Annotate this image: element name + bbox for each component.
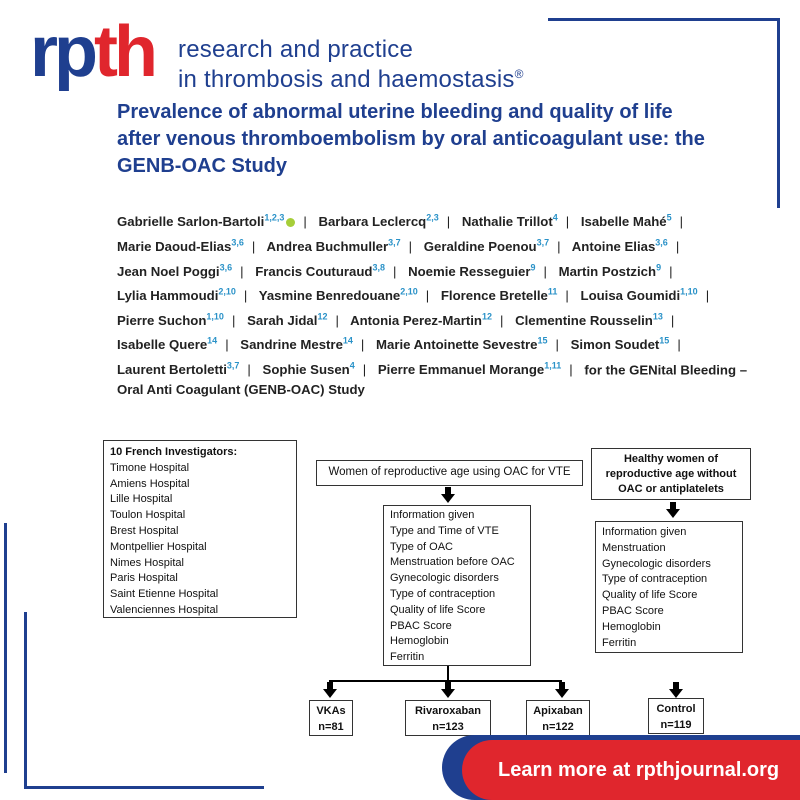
author-separator: | bbox=[362, 361, 367, 377]
author-affiliation: 15 bbox=[659, 335, 670, 346]
author-affiliation: 9 bbox=[656, 262, 662, 273]
arm-box-control bbox=[648, 698, 704, 734]
author-affiliation: 12 bbox=[317, 311, 328, 322]
healthy-info-box bbox=[595, 521, 743, 653]
author-affiliation: 4 bbox=[552, 213, 558, 223]
author-affiliation: 12 bbox=[481, 311, 492, 322]
frame-line-bottom-v bbox=[24, 612, 27, 788]
author bbox=[117, 288, 236, 303]
author bbox=[117, 313, 224, 328]
healthy-info-list bbox=[602, 525, 736, 651]
author-separator: | bbox=[225, 337, 229, 353]
author bbox=[259, 288, 418, 303]
author bbox=[572, 239, 668, 254]
author-separator: | bbox=[303, 214, 307, 230]
author-separator: | bbox=[499, 312, 504, 328]
learn-more-button[interactable]: Learn more at rpthjournal.org bbox=[462, 740, 800, 800]
frame-line-bottom-h bbox=[24, 786, 264, 789]
author-name: Martin Postzich bbox=[558, 263, 657, 279]
list-item: Type of OAC bbox=[390, 540, 453, 553]
author bbox=[515, 313, 663, 328]
author-affiliation: 2,10 bbox=[400, 286, 418, 297]
arm-box-rivaroxaban bbox=[405, 700, 491, 736]
orcid-icon[interactable] bbox=[286, 218, 295, 227]
author-affiliation: 3,7 bbox=[388, 237, 401, 248]
journal-name-line2: in thrombosis and haemostasis® bbox=[178, 66, 524, 93]
author-name: Marie Antoinette Sevestre bbox=[376, 337, 538, 353]
author-affiliation: 5 bbox=[666, 213, 672, 223]
arm-n: n=119 bbox=[660, 719, 692, 731]
author-affiliation: 9 bbox=[530, 262, 536, 273]
author bbox=[117, 239, 244, 254]
author-name: Jean Noel Poggi bbox=[117, 263, 220, 279]
author bbox=[117, 264, 232, 279]
article-title: Prevalence of abnormal uterine bleeding and quality of life after venous thromboembolism by oral anticoagulant use: the GENB-OAC Study bbox=[117, 101, 705, 177]
list-item: Montpellier Hospital bbox=[110, 540, 207, 553]
list-item: Information given bbox=[602, 526, 687, 538]
list-item: Brest Hospital bbox=[110, 524, 179, 537]
author-name: Marie Daoud-Elias bbox=[117, 238, 232, 254]
author-affiliation: 1,2,3 bbox=[264, 213, 285, 223]
list-item: Gynecologic disorders bbox=[602, 557, 711, 570]
author-name: Gabrielle Sarlon-Bartoli bbox=[117, 214, 265, 230]
author-name: Sophie Susen bbox=[262, 361, 350, 377]
author-affiliation: 3,7 bbox=[226, 360, 240, 371]
author-affiliation: 1,11 bbox=[544, 360, 562, 371]
arm-label: Control bbox=[656, 703, 696, 715]
arm-n: n=123 bbox=[432, 721, 464, 733]
author-separator: | bbox=[335, 312, 339, 328]
author-name: Yasmine Benredouane bbox=[258, 288, 401, 304]
arm-box-apixaban bbox=[526, 700, 590, 736]
author-name: Francis Couturaud bbox=[255, 263, 373, 279]
arrow-healthy-info bbox=[666, 502, 680, 518]
list-item: PBAC Score bbox=[602, 604, 664, 617]
journal-name bbox=[178, 38, 524, 92]
author-affiliation: 4 bbox=[349, 360, 355, 371]
author-affiliation: 3,6 bbox=[231, 237, 244, 248]
author bbox=[263, 362, 355, 377]
author bbox=[255, 264, 385, 279]
list-item: Hemoglobin bbox=[602, 620, 661, 633]
author-name: Geraldine Poenou bbox=[423, 238, 537, 254]
author-affiliation: 3,7 bbox=[536, 237, 550, 248]
author bbox=[247, 313, 327, 328]
author-separator: | bbox=[677, 337, 681, 353]
author-name: Sandrine Mestre bbox=[240, 337, 343, 353]
list-item: Type of contraception bbox=[390, 587, 496, 600]
author-separator: | bbox=[557, 238, 561, 254]
author-separator: | bbox=[555, 337, 559, 353]
author-affiliation: 1,10 bbox=[206, 311, 224, 322]
author bbox=[376, 337, 548, 352]
author-affiliation: 2,10 bbox=[218, 286, 236, 297]
author-affiliation: 3,8 bbox=[372, 262, 385, 273]
author-separator: | bbox=[675, 238, 680, 254]
investigators-box bbox=[103, 440, 297, 618]
author bbox=[441, 288, 558, 303]
frame-line-top-right-h bbox=[548, 18, 780, 21]
author-name: Laurent Bertoletti bbox=[117, 361, 227, 377]
arm-label: VKAs bbox=[316, 705, 346, 717]
author bbox=[581, 214, 672, 229]
rpth-logo: rpth bbox=[30, 12, 154, 92]
author-separator: | bbox=[425, 288, 430, 304]
arm-label: Apixaban bbox=[533, 705, 583, 717]
author-name: Simon Soudet bbox=[570, 337, 660, 353]
author-affiliation: 13 bbox=[652, 311, 663, 322]
list-item: Ferritin bbox=[602, 636, 637, 649]
list-item: Information given bbox=[390, 509, 475, 521]
author-name: Florence Bretelle bbox=[440, 288, 548, 304]
author-name: Pierre Emmanuel Morange bbox=[377, 361, 545, 377]
author-name: Antonia Perez-Martin bbox=[350, 312, 482, 328]
author bbox=[266, 239, 400, 254]
author-affiliation: 14 bbox=[342, 335, 353, 346]
list-item: Paris Hospital bbox=[110, 572, 178, 585]
list-item: Valenciennes Hospital bbox=[110, 603, 219, 616]
author bbox=[117, 362, 239, 377]
arrow-vkas bbox=[323, 682, 337, 698]
arrow-apixaban bbox=[555, 682, 569, 698]
author bbox=[581, 288, 698, 303]
frame-line-top-right-v bbox=[777, 18, 780, 208]
author-affiliation: 2,3 bbox=[426, 213, 439, 223]
author-separator: | bbox=[251, 238, 256, 254]
author-separator: | bbox=[243, 288, 248, 304]
author bbox=[571, 337, 670, 352]
healthy-group-label: Healthy women of reproductive age without OAC or antiplatelets bbox=[605, 453, 737, 495]
author bbox=[559, 264, 661, 279]
frame-line-left-v bbox=[4, 523, 7, 773]
list-item: Quality of life Score bbox=[602, 589, 698, 602]
author-separator: | bbox=[670, 312, 675, 328]
author-name: Louisa Goumidi bbox=[580, 288, 681, 304]
author-separator: | bbox=[231, 312, 236, 328]
author-separator: | bbox=[240, 263, 244, 279]
oac-group-label: Women of reproductive age using OAC for VTE bbox=[328, 466, 571, 478]
list-item: Type and Time of VTE bbox=[390, 524, 499, 537]
arm-box-vkas bbox=[309, 700, 353, 736]
oac-info-list bbox=[390, 508, 524, 666]
author bbox=[117, 214, 295, 229]
author-affiliation: 14 bbox=[207, 335, 218, 346]
list-item: Gynecologic disorders bbox=[390, 572, 499, 585]
list-item: Amiens Hospital bbox=[110, 477, 190, 490]
arm-n: n=122 bbox=[542, 721, 574, 733]
author-name: Barbara Leclercq bbox=[318, 214, 427, 230]
author-name: Noemie Resseguier bbox=[408, 263, 531, 279]
arrow-oac-info bbox=[441, 487, 455, 503]
author-list bbox=[117, 208, 757, 400]
author-name: Andrea Buchmuller bbox=[266, 238, 389, 254]
author bbox=[318, 214, 438, 229]
author-separator: | bbox=[565, 288, 569, 304]
list-item: Lille Hospital bbox=[110, 493, 173, 506]
list-item: Saint Etienne Hospital bbox=[110, 588, 219, 601]
oac-info-box bbox=[383, 505, 531, 666]
arrow-rivaroxaban bbox=[441, 682, 455, 698]
investigators-title: 10 French Investigators: bbox=[110, 446, 238, 458]
journal-name-line1: research and practice bbox=[178, 36, 413, 63]
author-affiliation: 1,10 bbox=[680, 286, 698, 297]
author-separator: | bbox=[408, 238, 413, 254]
author-separator: | bbox=[565, 214, 570, 230]
author-separator: | bbox=[360, 337, 365, 353]
author-affiliation: 11 bbox=[547, 286, 558, 297]
author-name: Isabelle Mahé bbox=[580, 214, 667, 230]
list-item: Toulon Hospital bbox=[110, 509, 186, 522]
author bbox=[462, 214, 558, 229]
arm-label: Rivaroxaban bbox=[414, 705, 482, 717]
author-name: Lylia Hammoudi bbox=[117, 288, 219, 304]
investigators-list bbox=[110, 461, 290, 619]
author-separator: | bbox=[247, 361, 251, 377]
author-affiliation: 3,6 bbox=[219, 262, 233, 273]
list-item: PBAC Score bbox=[390, 619, 452, 632]
author-separator: | bbox=[446, 214, 451, 230]
list-item: Quality of life Score bbox=[390, 603, 486, 616]
list-item: Type of contraception bbox=[602, 573, 708, 586]
author-separator: | bbox=[543, 263, 547, 279]
author bbox=[240, 337, 353, 352]
author bbox=[350, 313, 492, 328]
connector-stem bbox=[447, 666, 449, 681]
author bbox=[408, 264, 535, 279]
author-name: Antoine Elias bbox=[571, 238, 656, 254]
author-affiliation: 3,6 bbox=[655, 237, 668, 248]
arrow-control bbox=[669, 682, 683, 698]
author-separator: | bbox=[679, 214, 684, 230]
list-item: Nimes Hospital bbox=[110, 556, 184, 569]
list-item: Menstruation bbox=[602, 541, 666, 554]
list-item: Menstruation before OAC bbox=[390, 556, 515, 569]
author-name: Pierre Suchon bbox=[117, 312, 207, 328]
list-item: Hemoglobin bbox=[390, 635, 449, 648]
list-item: Timone Hospital bbox=[110, 461, 190, 474]
oac-group-box bbox=[316, 460, 583, 486]
list-item: Ferritin bbox=[390, 651, 425, 664]
author bbox=[378, 362, 561, 377]
author bbox=[117, 337, 217, 352]
author-name: Sarah Jidal bbox=[247, 312, 318, 328]
author-separator: | bbox=[669, 263, 673, 279]
healthy-group-box bbox=[591, 448, 751, 500]
author-name: for the GENital Bleeding – Oral Anti Coagulant (GENB-OAC) Study bbox=[117, 361, 748, 398]
author-name: Nathalie Trillot bbox=[461, 214, 553, 230]
arm-n: n=81 bbox=[318, 721, 344, 733]
author bbox=[424, 239, 549, 254]
author-separator: | bbox=[392, 263, 397, 279]
author-separator: | bbox=[705, 288, 710, 304]
author-name: Clementine Rousselin bbox=[515, 312, 653, 328]
author-name: Isabelle Quere bbox=[117, 337, 208, 353]
author-affiliation: 15 bbox=[537, 335, 548, 346]
author-separator: | bbox=[569, 361, 573, 377]
